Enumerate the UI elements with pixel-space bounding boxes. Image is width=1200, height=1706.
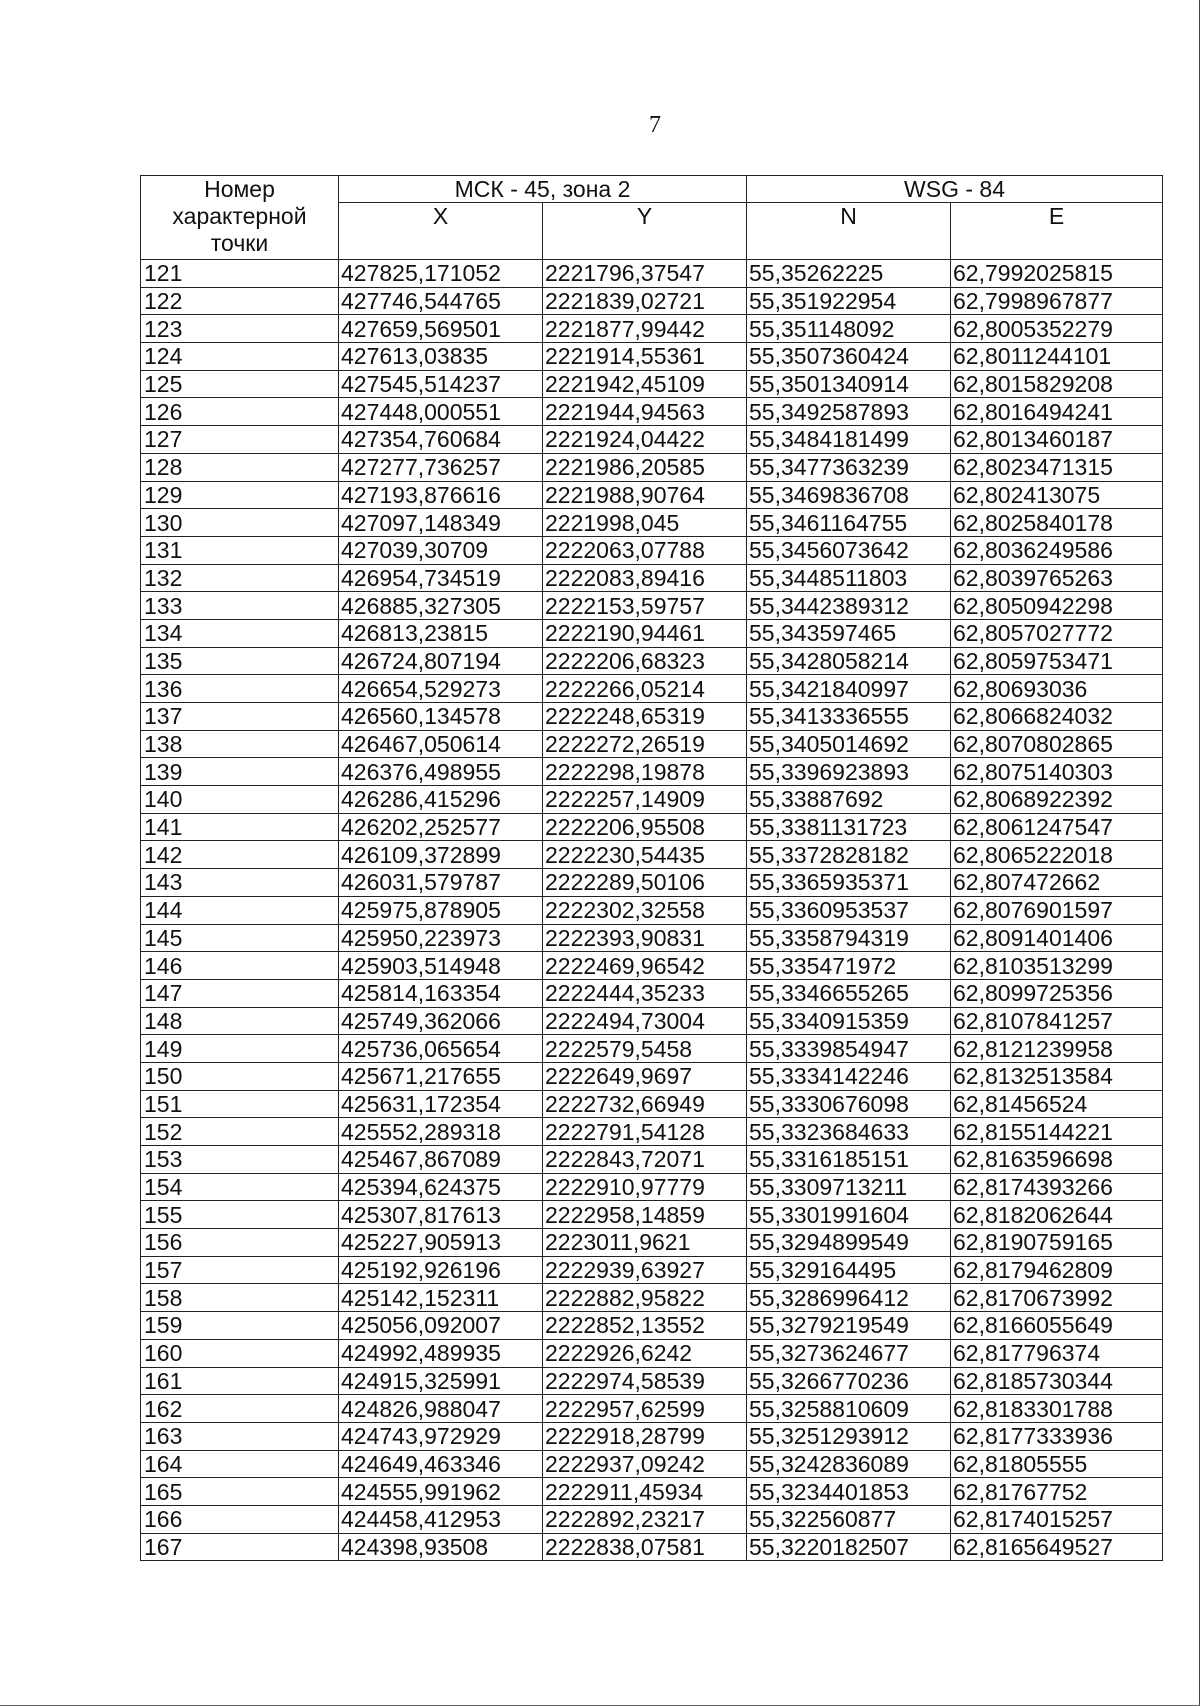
table-row — [141, 481, 1163, 509]
e-cell: 62,8185730344 — [951, 1367, 1163, 1395]
table-row — [141, 675, 1163, 703]
point-number-cell: 131 — [141, 536, 339, 564]
n-cell: 55,3316185151 — [747, 1146, 951, 1174]
x-cell: 426376,498955 — [339, 758, 543, 786]
y-cell: 2222469,96542 — [543, 952, 747, 980]
n-cell: 55,3365935371 — [747, 869, 951, 897]
n-cell: 55,3279219549 — [747, 1312, 951, 1340]
e-cell: 62,81805555 — [951, 1450, 1163, 1478]
point-number-cell: 155 — [141, 1201, 339, 1229]
n-cell: 55,3477363239 — [747, 453, 951, 481]
n-cell: 55,3266770236 — [747, 1367, 951, 1395]
header-y: Y — [543, 203, 747, 260]
y-cell: 2222257,14909 — [543, 786, 747, 814]
e-cell: 62,8182062644 — [951, 1201, 1163, 1229]
n-cell: 55,3340915359 — [747, 1007, 951, 1035]
y-cell: 2221924,04422 — [543, 426, 747, 454]
n-cell: 55,322560877 — [747, 1505, 951, 1533]
x-cell: 427825,171052 — [339, 260, 543, 288]
x-cell: 426560,134578 — [339, 703, 543, 731]
point-number-cell: 122 — [141, 287, 339, 315]
y-cell: 2221988,90764 — [543, 481, 747, 509]
e-cell: 62,8174393266 — [951, 1173, 1163, 1201]
e-cell: 62,8099725356 — [951, 979, 1163, 1007]
x-cell: 424555,991962 — [339, 1478, 543, 1506]
table-row — [141, 952, 1163, 980]
x-cell: 425056,092007 — [339, 1312, 543, 1340]
y-cell: 2221944,94563 — [543, 398, 747, 426]
table-row — [141, 1146, 1163, 1174]
x-cell: 427354,760684 — [339, 426, 543, 454]
header-x: X — [339, 203, 543, 260]
y-cell: 2222153,59757 — [543, 592, 747, 620]
n-cell: 55,3301991604 — [747, 1201, 951, 1229]
n-cell: 55,3251293912 — [747, 1422, 951, 1450]
e-cell: 62,8075140303 — [951, 758, 1163, 786]
point-number-cell: 138 — [141, 730, 339, 758]
x-cell: 426286,415296 — [339, 786, 543, 814]
point-number-cell: 159 — [141, 1312, 339, 1340]
y-cell: 2221914,55361 — [543, 343, 747, 371]
n-cell: 55,3358794319 — [747, 924, 951, 952]
e-cell: 62,8155144221 — [951, 1118, 1163, 1146]
x-cell: 425975,878905 — [339, 896, 543, 924]
x-cell: 426467,050614 — [339, 730, 543, 758]
x-cell: 424398,93508 — [339, 1533, 543, 1561]
e-cell: 62,8011244101 — [951, 343, 1163, 371]
y-cell: 2222882,95822 — [543, 1284, 747, 1312]
x-cell: 426813,23815 — [339, 619, 543, 647]
y-cell: 2222579,5458 — [543, 1035, 747, 1063]
point-number-cell: 158 — [141, 1284, 339, 1312]
table-row — [141, 1118, 1163, 1146]
e-cell: 62,8023471315 — [951, 453, 1163, 481]
table-row — [141, 370, 1163, 398]
point-number-cell: 149 — [141, 1035, 339, 1063]
n-cell: 55,3360953537 — [747, 896, 951, 924]
point-number-cell: 146 — [141, 952, 339, 980]
y-cell: 2222230,54435 — [543, 841, 747, 869]
n-cell: 55,3273624677 — [747, 1339, 951, 1367]
table-row — [141, 1505, 1163, 1533]
table-row — [141, 1229, 1163, 1257]
table-row — [141, 1478, 1163, 1506]
y-cell: 2222494,73004 — [543, 1007, 747, 1035]
x-cell: 427097,148349 — [339, 509, 543, 537]
e-cell: 62,8132513584 — [951, 1062, 1163, 1090]
table-row — [141, 315, 1163, 343]
e-cell: 62,807472662 — [951, 869, 1163, 897]
n-cell: 55,3492587893 — [747, 398, 951, 426]
table-row — [141, 564, 1163, 592]
e-cell: 62,8103513299 — [951, 952, 1163, 980]
y-cell: 2223011,9621 — [543, 1229, 747, 1257]
x-cell: 424992,489935 — [339, 1339, 543, 1367]
e-cell: 62,8039765263 — [951, 564, 1163, 592]
n-cell: 55,3234401853 — [747, 1478, 951, 1506]
point-number-cell: 132 — [141, 564, 339, 592]
x-cell: 425736,065654 — [339, 1035, 543, 1063]
e-cell: 62,8177333936 — [951, 1422, 1163, 1450]
e-cell: 62,8166055649 — [951, 1312, 1163, 1340]
e-cell: 62,8005352279 — [951, 315, 1163, 343]
y-cell: 2222791,54128 — [543, 1118, 747, 1146]
y-cell: 2222190,94461 — [543, 619, 747, 647]
header-n: N — [747, 203, 951, 260]
y-cell: 2222083,89416 — [543, 564, 747, 592]
n-cell: 55,335471972 — [747, 952, 951, 980]
point-number-cell: 128 — [141, 453, 339, 481]
point-number-cell: 130 — [141, 509, 339, 537]
y-cell: 2222272,26519 — [543, 730, 747, 758]
header-msk-group: МСК - 45, зона 2 — [339, 176, 747, 203]
table-row — [141, 841, 1163, 869]
n-cell: 55,3413336555 — [747, 703, 951, 731]
table-body — [141, 260, 1163, 1561]
x-cell: 427448,000551 — [339, 398, 543, 426]
n-cell: 55,351922954 — [747, 287, 951, 315]
y-cell: 2222732,66949 — [543, 1090, 747, 1118]
point-number-cell: 148 — [141, 1007, 339, 1035]
e-cell: 62,8068922392 — [951, 786, 1163, 814]
e-cell: 62,8059753471 — [951, 647, 1163, 675]
y-cell: 2222444,35233 — [543, 979, 747, 1007]
y-cell: 2221796,37547 — [543, 260, 747, 288]
coordinates-table — [140, 175, 1163, 1561]
x-cell: 425552,289318 — [339, 1118, 543, 1146]
n-cell: 55,3242836089 — [747, 1450, 951, 1478]
y-cell: 2222910,97779 — [543, 1173, 747, 1201]
n-cell: 55,3507360424 — [747, 343, 951, 371]
e-cell: 62,8170673992 — [951, 1284, 1163, 1312]
n-cell: 55,3421840997 — [747, 675, 951, 703]
y-cell: 2222939,63927 — [543, 1256, 747, 1284]
point-number-cell: 157 — [141, 1256, 339, 1284]
x-cell: 426724,807194 — [339, 647, 543, 675]
table-row — [141, 1062, 1163, 1090]
y-cell: 2221998,045 — [543, 509, 747, 537]
x-cell: 426031,579787 — [339, 869, 543, 897]
e-cell: 62,8061247547 — [951, 813, 1163, 841]
e-cell: 62,8183301788 — [951, 1395, 1163, 1423]
x-cell: 425814,163354 — [339, 979, 543, 1007]
table-row — [141, 1090, 1163, 1118]
e-cell: 62,8076901597 — [951, 896, 1163, 924]
n-cell: 55,3286996412 — [747, 1284, 951, 1312]
n-cell: 55,3372828182 — [747, 841, 951, 869]
y-cell: 2221877,99442 — [543, 315, 747, 343]
y-cell: 2222206,95508 — [543, 813, 747, 841]
table-row — [141, 1450, 1163, 1478]
table-row — [141, 260, 1163, 288]
e-cell: 62,8163596698 — [951, 1146, 1163, 1174]
x-cell: 426954,734519 — [339, 564, 543, 592]
point-number-cell: 150 — [141, 1062, 339, 1090]
table-row — [141, 869, 1163, 897]
y-cell: 2222892,23217 — [543, 1505, 747, 1533]
e-cell: 62,80693036 — [951, 675, 1163, 703]
n-cell: 55,3339854947 — [747, 1035, 951, 1063]
n-cell: 55,3501340914 — [747, 370, 951, 398]
table-row — [141, 1533, 1163, 1561]
point-number-cell: 136 — [141, 675, 339, 703]
e-cell: 62,8057027772 — [951, 619, 1163, 647]
e-cell: 62,8179462809 — [951, 1256, 1163, 1284]
x-cell: 426885,327305 — [339, 592, 543, 620]
header-wsg-group: WSG - 84 — [747, 176, 1163, 203]
table-header — [141, 176, 1163, 260]
table-row — [141, 647, 1163, 675]
y-cell: 2222958,14859 — [543, 1201, 747, 1229]
e-cell: 62,8036249586 — [951, 536, 1163, 564]
point-number-cell: 141 — [141, 813, 339, 841]
table-row — [141, 1312, 1163, 1340]
y-cell: 2222911,45934 — [543, 1478, 747, 1506]
x-cell: 425192,926196 — [339, 1256, 543, 1284]
table-row — [141, 343, 1163, 371]
n-cell: 55,3220182507 — [747, 1533, 951, 1561]
e-cell: 62,7998967877 — [951, 287, 1163, 315]
n-cell: 55,3330676098 — [747, 1090, 951, 1118]
table-row — [141, 1256, 1163, 1284]
table-row — [141, 1395, 1163, 1423]
x-cell: 426109,372899 — [339, 841, 543, 869]
table-row — [141, 730, 1163, 758]
x-cell: 425227,905913 — [339, 1229, 543, 1257]
x-cell: 426654,529273 — [339, 675, 543, 703]
table-row — [141, 979, 1163, 1007]
point-number-cell: 153 — [141, 1146, 339, 1174]
e-cell: 62,8174015257 — [951, 1505, 1163, 1533]
table-row — [141, 1367, 1163, 1395]
x-cell: 425671,217655 — [339, 1062, 543, 1090]
table-row — [141, 426, 1163, 454]
point-number-cell: 139 — [141, 758, 339, 786]
point-number-cell: 124 — [141, 343, 339, 371]
y-cell: 2222206,68323 — [543, 647, 747, 675]
table-row — [141, 758, 1163, 786]
point-number-cell: 160 — [141, 1339, 339, 1367]
x-cell: 424915,325991 — [339, 1367, 543, 1395]
table-row — [141, 813, 1163, 841]
table-row — [141, 1007, 1163, 1035]
point-number-cell: 166 — [141, 1505, 339, 1533]
n-cell: 55,33887692 — [747, 786, 951, 814]
y-cell: 2222063,07788 — [543, 536, 747, 564]
n-cell: 55,3442389312 — [747, 592, 951, 620]
table-row — [141, 1339, 1163, 1367]
e-cell: 62,8065222018 — [951, 841, 1163, 869]
y-cell: 2222248,65319 — [543, 703, 747, 731]
y-cell: 2222918,28799 — [543, 1422, 747, 1450]
table-row — [141, 786, 1163, 814]
point-number-cell: 163 — [141, 1422, 339, 1450]
header-point-number: Номер характерной точки — [141, 176, 339, 260]
y-cell: 2222974,58539 — [543, 1367, 747, 1395]
e-cell: 62,8091401406 — [951, 924, 1163, 952]
point-number-cell: 143 — [141, 869, 339, 897]
point-number-cell: 144 — [141, 896, 339, 924]
table-row — [141, 1422, 1163, 1450]
e-cell: 62,8025840178 — [951, 509, 1163, 537]
n-cell: 55,3456073642 — [747, 536, 951, 564]
table-row — [141, 1035, 1163, 1063]
y-cell: 2221839,02721 — [543, 287, 747, 315]
e-cell: 62,81767752 — [951, 1478, 1163, 1506]
e-cell: 62,8165649527 — [951, 1533, 1163, 1561]
x-cell: 425749,362066 — [339, 1007, 543, 1035]
table-row — [141, 1284, 1163, 1312]
e-cell: 62,8066824032 — [951, 703, 1163, 731]
e-cell: 62,8107841257 — [951, 1007, 1163, 1035]
point-number-cell: 121 — [141, 260, 339, 288]
x-cell: 425631,172354 — [339, 1090, 543, 1118]
point-number-cell: 127 — [141, 426, 339, 454]
point-number-cell: 161 — [141, 1367, 339, 1395]
y-cell: 2221942,45109 — [543, 370, 747, 398]
point-number-cell: 152 — [141, 1118, 339, 1146]
n-cell: 55,3469836708 — [747, 481, 951, 509]
point-number-cell: 137 — [141, 703, 339, 731]
y-cell: 2222937,09242 — [543, 1450, 747, 1478]
n-cell: 55,3396923893 — [747, 758, 951, 786]
point-number-cell: 154 — [141, 1173, 339, 1201]
table-row — [141, 924, 1163, 952]
e-cell: 62,81456524 — [951, 1090, 1163, 1118]
y-cell: 2222838,07581 — [543, 1533, 747, 1561]
x-cell: 425467,867089 — [339, 1146, 543, 1174]
point-number-cell: 167 — [141, 1533, 339, 1561]
e-cell: 62,7992025815 — [951, 260, 1163, 288]
n-cell: 55,343597465 — [747, 619, 951, 647]
n-cell: 55,3258810609 — [747, 1395, 951, 1423]
x-cell: 427193,876616 — [339, 481, 543, 509]
y-cell: 2222298,19878 — [543, 758, 747, 786]
n-cell: 55,351148092 — [747, 315, 951, 343]
n-cell: 55,35262225 — [747, 260, 951, 288]
point-number-cell: 142 — [141, 841, 339, 869]
e-cell: 62,8190759165 — [951, 1229, 1163, 1257]
point-number-cell: 147 — [141, 979, 339, 1007]
y-cell: 2222393,90831 — [543, 924, 747, 952]
point-number-cell: 129 — [141, 481, 339, 509]
point-number-cell: 134 — [141, 619, 339, 647]
y-cell: 2222302,32558 — [543, 896, 747, 924]
x-cell: 427659,569501 — [339, 315, 543, 343]
point-number-cell: 145 — [141, 924, 339, 952]
n-cell: 55,3461164755 — [747, 509, 951, 537]
y-cell: 2221986,20585 — [543, 453, 747, 481]
n-cell: 55,3323684633 — [747, 1118, 951, 1146]
x-cell: 427277,736257 — [339, 453, 543, 481]
x-cell: 424826,988047 — [339, 1395, 543, 1423]
table-row — [141, 703, 1163, 731]
n-cell: 55,3294899549 — [747, 1229, 951, 1257]
page-number: 7 — [649, 112, 661, 138]
table-row — [141, 896, 1163, 924]
table-row — [141, 398, 1163, 426]
point-number-cell: 123 — [141, 315, 339, 343]
n-cell: 55,3309713211 — [747, 1173, 951, 1201]
point-number-cell: 151 — [141, 1090, 339, 1118]
y-cell: 2222289,50106 — [543, 869, 747, 897]
e-cell: 62,8070802865 — [951, 730, 1163, 758]
e-cell: 62,8050942298 — [951, 592, 1163, 620]
x-cell: 427545,514237 — [339, 370, 543, 398]
n-cell: 55,3405014692 — [747, 730, 951, 758]
n-cell: 55,3428058214 — [747, 647, 951, 675]
point-number-cell: 135 — [141, 647, 339, 675]
table-row — [141, 536, 1163, 564]
n-cell: 55,3448511803 — [747, 564, 951, 592]
x-cell: 425307,817613 — [339, 1201, 543, 1229]
point-number-cell: 133 — [141, 592, 339, 620]
table-row — [141, 619, 1163, 647]
n-cell: 55,3381131723 — [747, 813, 951, 841]
point-number-cell: 165 — [141, 1478, 339, 1506]
x-cell: 426202,252577 — [339, 813, 543, 841]
e-cell: 62,802413075 — [951, 481, 1163, 509]
table-row — [141, 509, 1163, 537]
x-cell: 425394,624375 — [339, 1173, 543, 1201]
n-cell: 55,3484181499 — [747, 426, 951, 454]
y-cell: 2222957,62599 — [543, 1395, 747, 1423]
y-cell: 2222843,72071 — [543, 1146, 747, 1174]
e-cell: 62,8015829208 — [951, 370, 1163, 398]
y-cell: 2222852,13552 — [543, 1312, 747, 1340]
x-cell: 425950,223973 — [339, 924, 543, 952]
n-cell: 55,3334142246 — [747, 1062, 951, 1090]
table-row — [141, 592, 1163, 620]
point-number-cell: 125 — [141, 370, 339, 398]
n-cell: 55,3346655265 — [747, 979, 951, 1007]
y-cell: 2222649,9697 — [543, 1062, 747, 1090]
point-number-cell: 140 — [141, 786, 339, 814]
e-cell: 62,8013460187 — [951, 426, 1163, 454]
x-cell: 425903,514948 — [339, 952, 543, 980]
y-cell: 2222926,6242 — [543, 1339, 747, 1367]
table-row — [141, 287, 1163, 315]
e-cell: 62,8121239958 — [951, 1035, 1163, 1063]
table-row — [141, 453, 1163, 481]
e-cell: 62,8016494241 — [951, 398, 1163, 426]
point-number-cell: 162 — [141, 1395, 339, 1423]
x-cell: 425142,152311 — [339, 1284, 543, 1312]
point-number-cell: 164 — [141, 1450, 339, 1478]
x-cell: 427613,03835 — [339, 343, 543, 371]
point-number-cell: 126 — [141, 398, 339, 426]
header-e: E — [951, 203, 1163, 260]
e-cell: 62,817796374 — [951, 1339, 1163, 1367]
table-row — [141, 1201, 1163, 1229]
x-cell: 427746,544765 — [339, 287, 543, 315]
x-cell: 424458,412953 — [339, 1505, 543, 1533]
x-cell: 427039,30709 — [339, 536, 543, 564]
point-number-cell: 156 — [141, 1229, 339, 1257]
x-cell: 424743,972929 — [339, 1422, 543, 1450]
x-cell: 424649,463346 — [339, 1450, 543, 1478]
y-cell: 2222266,05214 — [543, 675, 747, 703]
table-row — [141, 1173, 1163, 1201]
n-cell: 55,329164495 — [747, 1256, 951, 1284]
